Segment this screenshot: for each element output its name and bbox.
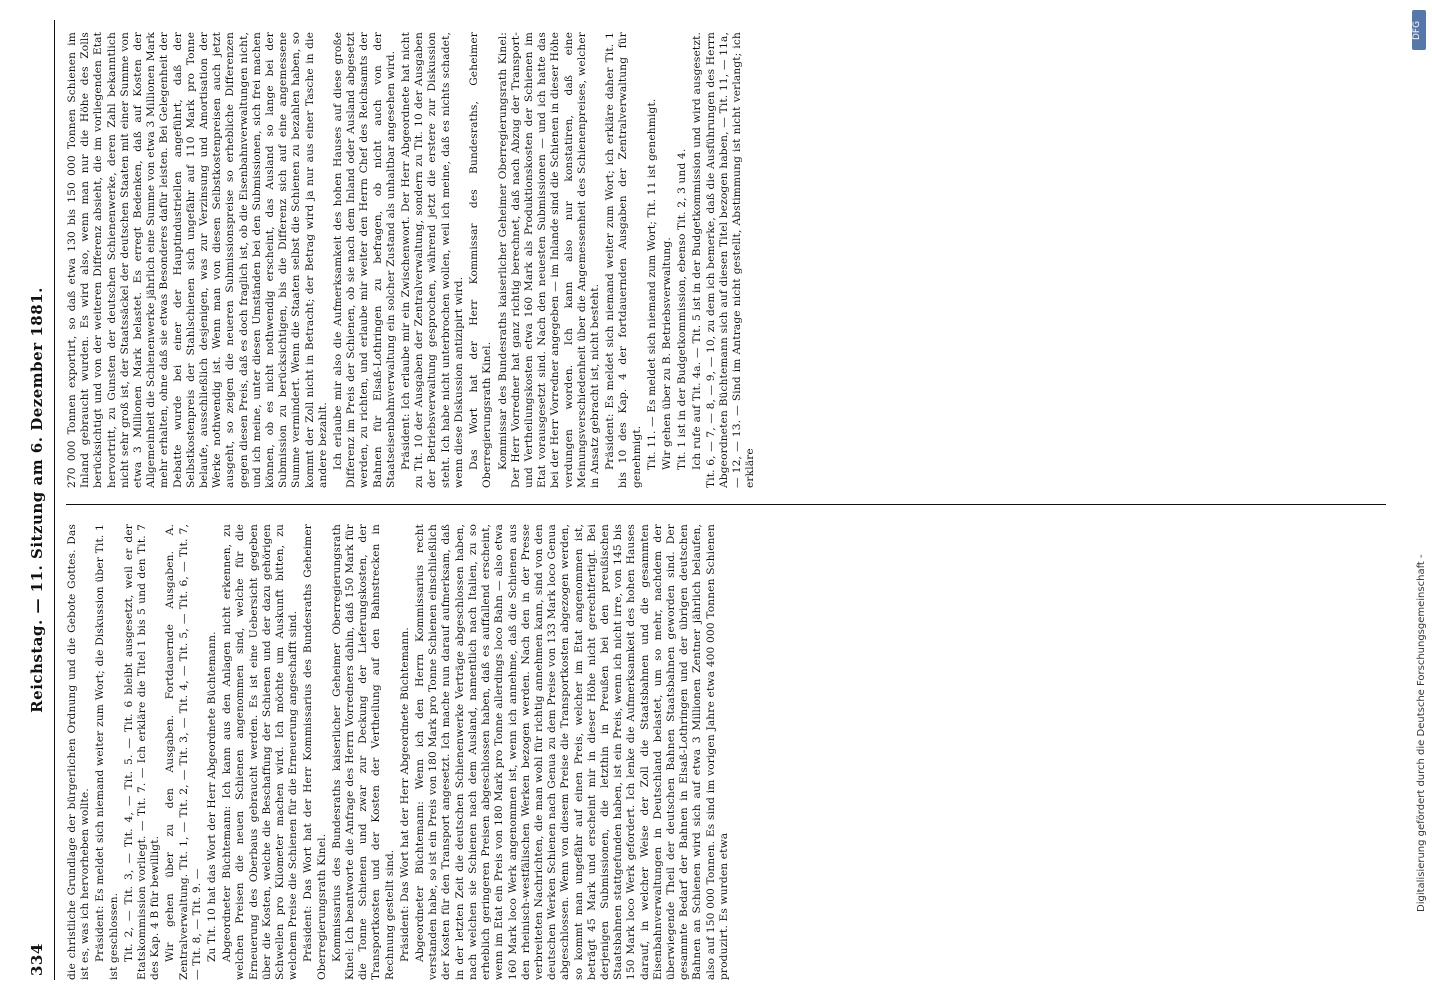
paragraph: Präsident: Ich erlaube mir ein Zwischenwort. Der Herr Abgeordnete hat nicht zu Tit. 10 der Ausgaben der Zentralverwaltung, sondern zu Tit. 10 der Ausgaben der Betriebsverwaltung gesprochen, während jetzt die erstere zur Diskussion steht. Ich habe nicht unterbrochen wollen, weil ich meine, daß es nichts schadet, wenn diese Diskussion antizipirt wird. (400, 32, 465, 488)
digitization-credit (1411, 8, 1427, 992)
page-title: Reichstag. — 11. Sitzung am 6. Dezember 1881. (28, 287, 46, 713)
page-header (18, 20, 58, 980)
paragraph: Tit. 2, — Tit. 3, — Tit. 4, — Tit. 5. — Tit. 6 bleibt ausgesetzt, weil er der Etatskommission vorliegt. — Tit. 7. — Ich erkläre die Titel 1 bis 5 und den Tit. 7 des Kap. 4 B für bewilligt. (122, 524, 162, 980)
paragraph: die christliche Grundlage der bürgerlichen Ordnung und die Gebote Gottes. Das ist es, was ich hervorheben wollte. (66, 524, 92, 980)
column-divider (66, 504, 1386, 505)
paragraph: Das Wort hat der Herr Kommissar des Bundesraths, Geheimer Oberregierungsrath Kinel. (468, 32, 494, 488)
document-page (18, 20, 1398, 980)
paragraph: Ich erlaube mir also die Aufmerksamkeit des hohen Hauses auf diese große Differenz im Preis der Schienen, ob sie nach dem Inland oder Ausland abgesetzt werden, zu richten, und erlaube mir weiter den Herrn Chef des Reichsamts der Bahnen für Elsaß-Lothringen zu befragen, ob nicht auch von der Staatseisenbahnverwaltung ein solcher Zustand als unhaltbar angesehen wird. (332, 32, 397, 488)
header-rule (54, 20, 55, 980)
dfg-logo: DFG (1412, 10, 1426, 50)
paragraph: Wir gehen über zu den Ausgaben. Fortdauernde Ausgaben. A. Zentralverwaltung. Tit. 1, — Tit. 2, — Tit. 3, — Tit. 4, — Tit. 5, — Tit. 6, — Tit. 7, — Tit. 8, — Tit. 9. — (164, 524, 203, 980)
paragraph: Abgeordneter Büchtemann: Wenn ich den Herrn Kommissarius recht verstanden habe, so ist ein Preis von 180 Mark pro Tonne Schienen einschließlich der Kosten für den Transport angesetzt. Ich mache nun darauf aufmerksam, daß in der letzten Zeit die deutschen Schienenwerke Verträge abgeschlossen haben, nach welchen sie Schienen nach dem Ausland, namentlich nach Italien, zu so erheblich geringeren Preisen abgeschlossen haben, daß es auffallend erscheint, wenn im Etat ein Preis von 180 Mark pro Tonne allerdings loco Bahn — also etwa 160 Mark loco Werk angenommen ist, wenn ich annehme, daß die Schienen aus den rheinisch-westfälischen Werken bezogen werden. Nach den in der Presse verbreiteten Nachrichten, die man wohl für richtig annehmen kann, sind von den deutschen Werken Schienen nach Genua zu dem Preise von 133 Mark loco Genua abgeschlossen. Wenn von diesem Preise die Transportkosten abgezogen werden, so kommt man ungefähr auf einen Preis, welcher im Etat angenommen ist, beträgt 45 Mark und erscheint mir in dieser Höhe nicht gerechtfertigt. Bei derjenigen Submissionen, die letzthin in Preußen bei den preußischen Staatsbahnen stattgefunden haben, ist ein Preis, wenn ich nicht irre, von 145 bis 150 Mark loco Werk gefordert. Ich lenke die Aufmerksamkeit des hohen Hauses darauf, in welcher Weise der Zoll die Staatsbahnen und die gesammten Eisenbahnverwaltungen in Deutschland belastet, um so mehr, nachdem der überwiegende Theil der deutschen Bahnen Staatsbahnen geworden sind. Der gesammte Bedarf der Bahnen in Elsaß-Lothringen und der übrigen deutschen Bahnen an Schienen wird sich auf etwa 3 Millionen Zentner jährlich belaufen, also auf 150 000 Tonnen. Es sind im vorigen Jahre etwa 400 000 Tonnen Schienen produzirt. Es wurden etwa (414, 524, 730, 980)
paragraph: Tit. 11. — Es meldet sich niemand zum Wort; Tit. 11 ist genehmigt. (645, 98, 658, 470)
paragraph: Abgeordneter Büchtemann: Ich kann aus den Anlagen nicht erkennen, zu welchen Preisen die neuen Schienen angenommen sind, welche für die Erneuerung des Oberbaus gebraucht werden. Es ist eine Uebersicht gegeben über die Kosten, welche die Beschaffung der Schienen und der dazu gehörigen Schwellen pro Kilometer machen wird. Ich möchte um Auskunft bitten, zu welchem Preise die Schienen für die Erneuerung angeschafft sind. (221, 524, 300, 980)
paragraph: Präsident: Das Wort hat der Herr Abgeordnete Büchtemann. (398, 627, 411, 962)
left-column (66, 524, 1386, 980)
paragraph: Kommissar des Bundesraths kaiserlicher Geheimer Oberregierungsrath Kinel: Der Herr Vorredner hat ganz richtig berechnet, daß nach Abzug der Transport- und Vertheilungskosten etwa 160 Mark als Produktionskosten der Schienen im Etat vorausgesetzt sind. Nach den neuesten Submissionen — und ich hatte das bei der Herr Vorredner angegeben — im Inlande sind die Schienen in dieser Höhe verdungen worden. Ich kann also nur konstatiren, daß eine Meinungsverschiedenheit über die Angemessenheit des Schienenpreises, welcher in Ansatz gebracht ist, nicht besteht. (496, 32, 601, 488)
paragraph: Kommissarius des Bundesraths kaiserlicher Geheimer Oberregierungsrath Kinel: Ich beantworte die Anfrage des Herrn Vorredners dahin, daß 150 Mark für die Tonne Schienen und zwar zur Deckung der Lieferungskosten, der Transportkosten und der Kosten der Vertheilung auf den Bahnstrecken in Rechnung gestellt sind. (330, 524, 396, 980)
paragraph: Präsident: Das Wort hat der Herr Kommissarius des Bundesraths Geheimer Oberregierungsrath Kinel. (302, 524, 328, 980)
paragraph: Wir gehen über zu B. Betriebsverwaltung. (660, 237, 673, 470)
paragraph: 270 000 Tonnen exportirt, so daß etwa 130 bis 150 000 Tonnen Schienen im Inland gebraucht wurden. Es wird also, wenn man nur die Höhe des Zolls berücksichtigt und von der weiteren Differenz absieht, die im vorliegenden Etat hervortritt, zu Gunsten der deutschen Schienenwerke, deren Zahl bekanntlich nicht sehr groß ist, der Staatssäckel der deutschen Staaten mit einer Summe von etwa 3 Millionen Mark belastet. Es erregt Bedenken, daß auf Kosten der Allgemeinheit die Schienenwerke jährlich eine Summe von etwa 3 Millionen Mark mehr erhalten, ohne daß sie etwas Besonderes dafür leisten. Bei Gelegenheit der Debatte wurde bei einer der Hauptindustriellen angeführt, daß der Selbstkostenpreis der Stahlschienen sich ungefähr auf 110 Mark pro Tonne belaufe, ausschließlich desjenigen, was zur Verzinsung und Amortisation der Werke nothwendig ist. Wenn man von diesen Selbstkostenpreisen auch jetzt ausgeht, so zeigen die neueren Submissionspreise so erhebliche Differenzen gegen diesen Preis, daß es doch fraglich ist, ob die Eisenbahnverwaltungen nicht, und ich meine, unter diesen Umständen bei den Submissionen, sich frei machen können, ob es nicht nothwendig erscheint, das Ausland so lange bei der Submission zu berücksichtigen, bis die Differenz sich auf eine angemessene Summe vermindert. Wenn die Staaten selbst die Schienen zu bezahlen haben, so kommt der Zoll nicht in Betracht; der Betrag wird ja nur aus einer Tasche in die andere bezahlt. (66, 32, 329, 488)
paragraph: Zu Tit. 10 hat das Wort der Herr Abgeordnete Büchtemann. (206, 631, 219, 962)
paragraph: Ich rufe auf Tit. 4a. — Tit. 5 ist in der Budgetkommission und wird ausgesetzt. Tit. 6, — 7, — 8, — 9, — 10, zu dem ich bemerke, daß die Ausführungen des Herrn Abgeordneten Büchtemann sich auf diesen Titel bezogen haben, — Tit. 11, — 11a, — 12, — 13. — Sind im Antrage nicht gestellt, Abstimmung ist nicht verlangt; ich erkläre (691, 32, 757, 488)
right-column (66, 32, 1386, 488)
paragraph: Tit. 1 ist in der Budgetkommission, ebenso Tit. 2, 3 und 4. (676, 148, 689, 470)
page-number: 334 (28, 943, 46, 976)
paragraph: Präsident: Es meldet sich niemand weiter zum Wort; die Diskussion über Tit. 1 ist geschlossen. (94, 524, 120, 980)
credit-text: Digitalisierung gefördert durch die Deutsche Forschungsgemeinschaft - (1416, 554, 1427, 912)
paragraph: Präsident: Es meldet sich niemand weiter zum Wort; ich erkläre daher Tit. 1 bis 10 des Kap. 4 der fortdauernden Ausgaben der Zentralverwaltung für genehmigt. (604, 32, 643, 488)
